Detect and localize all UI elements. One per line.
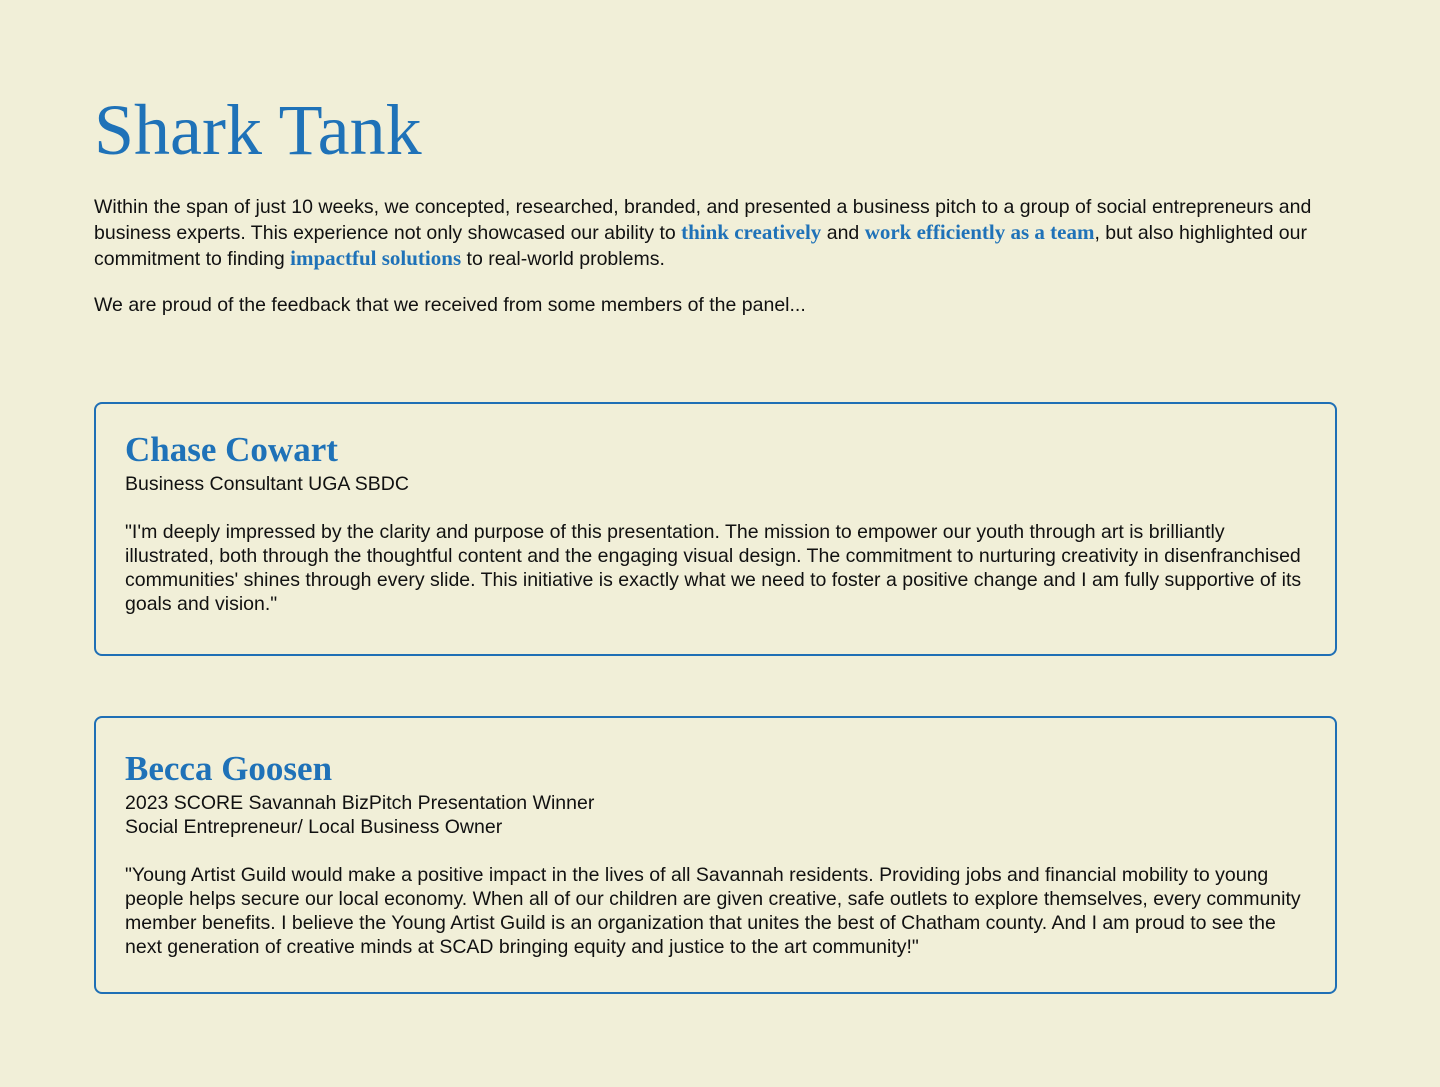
testimonial-quote: "I'm deeply impressed by the clarity and purpose of this presentation. The mission to empower our youth through art is brilliantly illustrated, both through the thoughtful content and the engaging visual design. The commitment to nurturing creativity in disenfranchised communities' shines through every slide. This initiative is exactly what we need to foster a positive change and I am fully supportive of its goals and vision." [125, 521, 1302, 615]
testimonial-role: Business Consultant UGA SBDC [125, 473, 409, 495]
intro-text-4: to real-world problems. [461, 248, 665, 270]
testimonial-name: Chase Cowart [125, 430, 338, 469]
intro-text-2: and [821, 222, 865, 244]
testimonial-role: 2023 SCORE Savannah BizPitch Presentation Winner [125, 792, 595, 814]
page-title: Shark Tank [94, 90, 422, 170]
testimonial-name: Becca Goosen [125, 749, 333, 788]
intro-paragraph [94, 195, 1341, 272]
testimonial-card-becca-goosen [94, 716, 1337, 994]
highlight-think-creatively: think creatively [681, 220, 822, 244]
testimonial-role-secondary: Social Entrepreneur/ Local Business Owner [125, 816, 503, 838]
highlight-work-efficiently: work efficiently as a team [864, 220, 1095, 244]
intro-text-3: , but also highlighted our commitment to finding [94, 222, 1307, 270]
testimonial-card-chase-cowart [94, 402, 1337, 656]
intro-text-1: Within the span of just 10 weeks, we concepted, researched, branded, and presented a business pitch to a group of social entrepreneurs and business experts. This experience not only showcased our ability to [94, 196, 1312, 244]
highlight-impactful-solutions: impactful solutions [290, 246, 462, 270]
testimonial-quote: "Young Artist Guild would make a positive impact in the lives of all Savannah residents. Providing jobs and financial mobility to young people helps secure our local economy. When all of our children are given creative, safe outlets to explore themselves, every community member benefits. I believe the Young Artist Guild is an organization that unites the best of Chatham county. And I am proud to see the next generation of creative minds at SCAD bringing equity and justice to the art community!" [125, 864, 1301, 958]
feedback-intro-line: We are proud of the feedback that we received from some members of the panel... [94, 294, 806, 316]
